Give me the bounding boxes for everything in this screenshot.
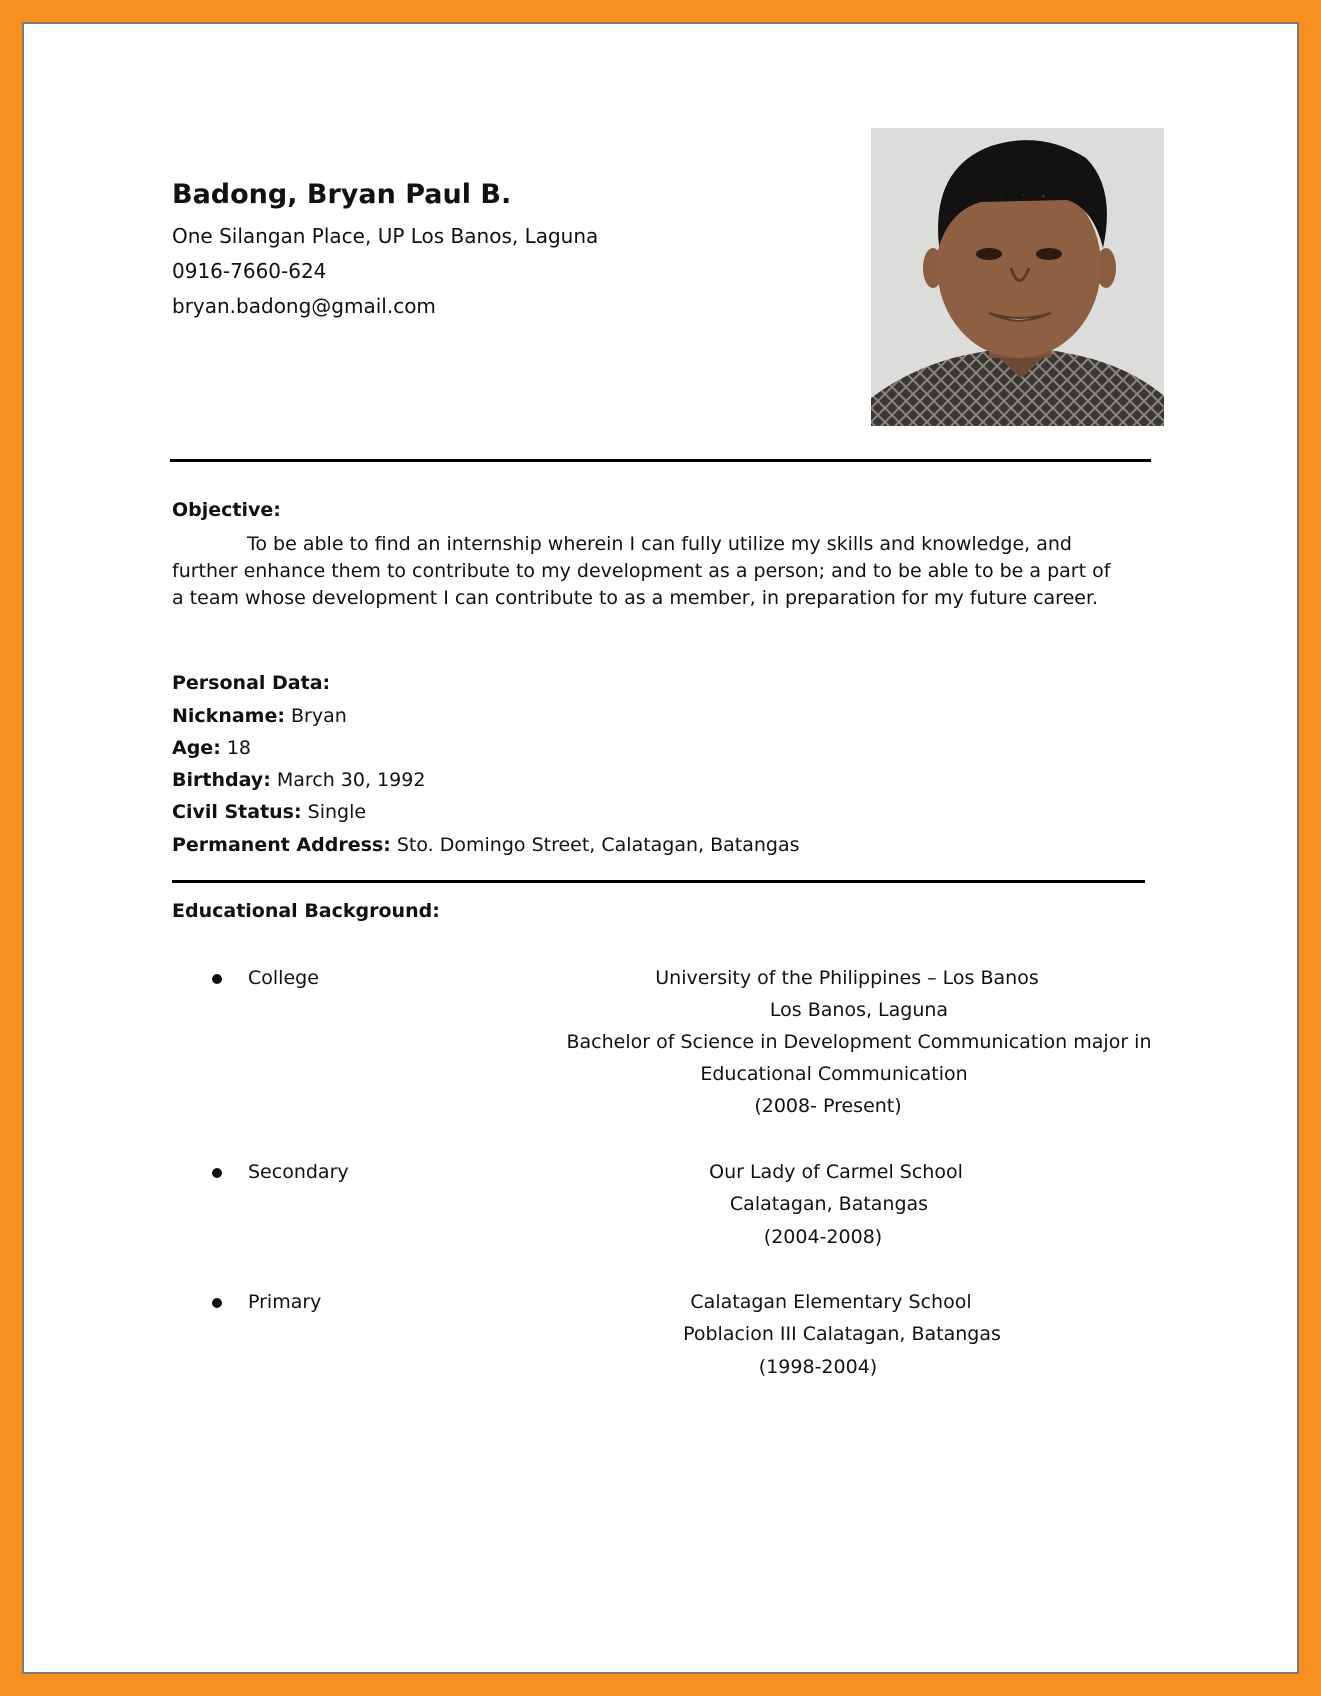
age-value: 18 xyxy=(226,737,252,759)
section-divider xyxy=(172,880,1145,883)
education-level-secondary: Secondary xyxy=(248,1161,349,1183)
birthday-row xyxy=(172,768,425,792)
bullet-icon xyxy=(212,1168,222,1178)
permanent-address-label: Permanent Address: xyxy=(172,834,391,856)
civil-status-value: Single xyxy=(307,801,367,823)
civil-status-row xyxy=(172,800,366,824)
personal-data-heading: Personal Data: xyxy=(172,672,331,694)
contact-email: bryan.badong@gmail.com xyxy=(172,294,436,318)
profile-photo xyxy=(871,128,1164,426)
bullet-icon xyxy=(212,974,222,984)
education-heading: Educational Background: xyxy=(172,900,440,922)
candidate-name: Badong, Bryan Paul B. xyxy=(172,179,512,210)
birthday-label: Birthday: xyxy=(172,769,271,791)
objective-text: To be able to find an internship wherein I can fully utilize my skills and knowledge, and further enhance them to contribute to my development as a person; and to be able to be a part of a team whose development I can contribute to as a member, in preparation for my future career. xyxy=(172,533,1111,609)
person-portrait-icon xyxy=(871,128,1164,426)
birthday-value: March 30, 1992 xyxy=(276,769,426,791)
permanent-address-value: Sto. Domingo Street, Calatagan, Batangas xyxy=(396,834,800,856)
bullet-icon xyxy=(212,1298,222,1308)
nickname-value: Bryan xyxy=(291,705,347,727)
age-label: Age: xyxy=(172,737,221,759)
objective-heading: Objective: xyxy=(172,499,281,521)
header-divider xyxy=(170,459,1151,462)
education-level-primary: Primary xyxy=(248,1291,322,1313)
education-level-college: College xyxy=(248,967,319,989)
age-row xyxy=(172,736,251,760)
civil-status-label: Civil Status: xyxy=(172,801,302,823)
contact-phone: 0916-7660-624 xyxy=(172,259,327,283)
contact-address: One Silangan Place, UP Los Banos, Laguna xyxy=(172,224,599,248)
permanent-address-row xyxy=(172,833,800,857)
nickname-row xyxy=(172,704,347,728)
nickname-label: Nickname: xyxy=(172,705,285,727)
